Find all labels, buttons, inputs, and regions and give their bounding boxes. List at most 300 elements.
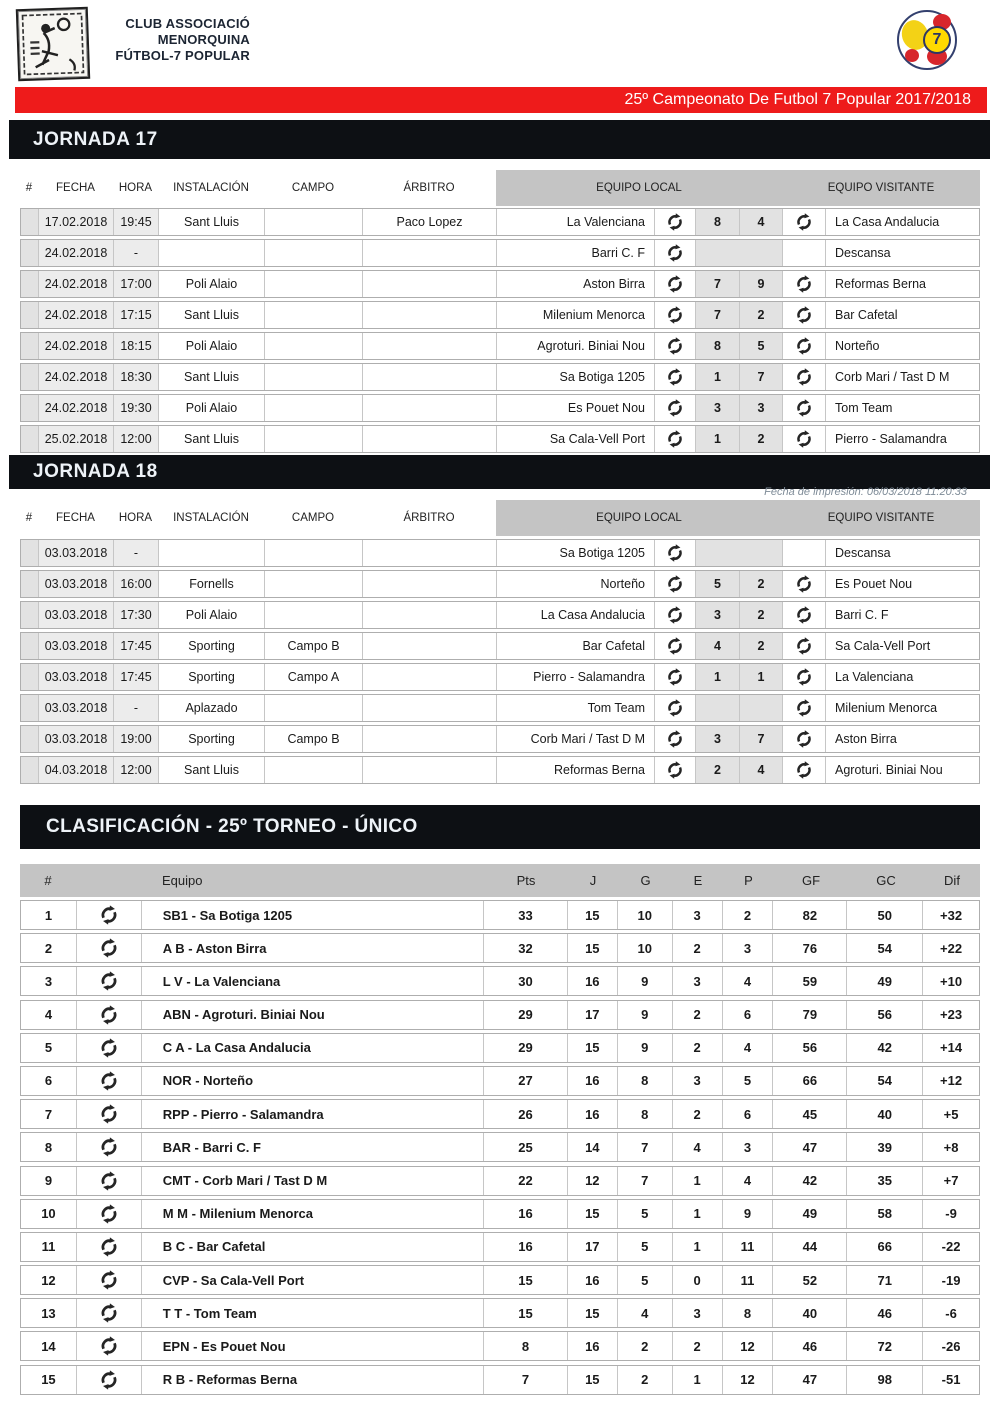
visitante-crest-cell [783,664,826,690]
match-row [20,270,980,298]
standings-gf: 40 [773,1299,847,1327]
standings-team: BAR - Barri C. F [142,1133,484,1161]
standings-team: ABN - Agroturi. Biniai Nou [142,1001,484,1029]
match-row [20,601,980,629]
match-fecha: 03.03.2018 [39,571,114,597]
match-row [20,239,980,267]
standings-gc: 72 [847,1332,923,1360]
match-hora: 18:15 [114,333,159,359]
standings-g: 2 [618,1366,673,1394]
team-crest-icon [98,1203,120,1225]
standings-team: SB1 - Sa Botiga 1205 [142,901,484,929]
standings-j: 15 [568,1200,618,1228]
match-num-cell [21,664,39,690]
standings-gf: 66 [773,1067,847,1095]
match-campo [265,333,363,359]
standings-j: 15 [568,1366,618,1394]
standings-j: 15 [568,934,618,962]
match-fecha: 24.02.2018 [39,395,114,421]
visitante-crest-cell [783,633,826,659]
match-row [20,632,980,660]
standings-pos: 13 [21,1299,77,1327]
badge-red-shape [905,49,919,62]
match-fecha: 04.03.2018 [39,757,114,783]
match-hora: 12:00 [114,757,159,783]
col-campo-header: CAMPO [291,182,335,194]
standings-pts: 25 [484,1133,568,1161]
standings-g: 7 [618,1133,673,1161]
standings-row [20,1265,980,1295]
match-campo [265,364,363,390]
team-crest-icon [794,605,814,625]
col-g-header: G [640,873,651,888]
match-num-cell [21,395,39,421]
standings-j: 17 [568,1001,618,1029]
match-campo: Campo B [265,726,363,752]
match-num-cell [21,757,39,783]
match-instalacion: Sporting [159,726,265,752]
equipo-header-block [496,170,980,206]
score-local [696,695,740,721]
standings-p: 3 [723,934,774,962]
match-num-cell [21,364,39,390]
standings-dif: -22 [941,1239,961,1255]
col-p-header: P [744,873,753,888]
standings-pts: 29 [484,1034,568,1062]
match-instalacion: Sant Lluis [159,364,265,390]
club-name-line3: FÚTBOL-7 POPULAR [115,48,250,63]
visitante-crest-cell [783,333,826,359]
team-crest-icon [665,636,685,656]
team-crest-icon [794,367,814,387]
match-arbitro [363,240,497,266]
standings-row [20,1365,980,1395]
score-local: 1 [696,426,740,452]
team-crest-icon [665,698,685,718]
standings-dif: -19 [941,1272,961,1288]
standings-g: 5 [618,1233,673,1261]
local-crest-cell [655,726,696,752]
local-crest-cell [655,271,696,297]
local-crest-cell [655,209,696,235]
match-hora: 17:00 [114,271,159,297]
team-crest-icon [665,274,685,294]
standings-crest-cell [77,1100,142,1128]
score-visitante: 2 [740,633,783,659]
match-instalacion: Sporting [159,633,265,659]
standings-g: 4 [618,1299,673,1327]
standings-e: 3 [673,1299,723,1327]
score-local: 8 [696,333,740,359]
match-hora: 19:45 [114,209,159,235]
team-crest-icon [98,1302,120,1324]
col-hora-header: HORA [118,512,153,524]
match-num-cell [21,333,39,359]
standings-p: 8 [723,1299,774,1327]
standings-gf: 49 [773,1200,847,1228]
col-instalacion-header: INSTALACIÓN [173,512,249,524]
col-equipo-visitante-header: EQUIPO VISITANTE [827,512,935,524]
team-crest-icon [98,1335,120,1357]
score-local: 4 [696,633,740,659]
jornada18-table-header [20,500,980,536]
match-local-team: Aston Birra [497,271,655,297]
match-instalacion: Sporting [159,664,265,690]
match-row [20,663,980,691]
col-arbitro-header: ÁRBITRO [403,512,455,524]
standings-e: 2 [673,1001,723,1029]
match-hora: 16:00 [114,571,159,597]
match-visitante-team: Barri C. F [835,608,889,622]
standings-p: 6 [723,1100,774,1128]
match-visitante-team: Aston Birra [835,732,897,746]
standings-pts: 7 [484,1366,568,1394]
standings-pos: 12 [21,1266,77,1294]
team-crest-icon [665,243,685,263]
match-hora: 18:30 [114,364,159,390]
league-badge-icon [897,10,957,70]
col-gc-header: GC [876,873,896,888]
standings-dif: -26 [941,1338,961,1354]
standings-row [20,1298,980,1328]
match-row [20,208,980,236]
match-campo [265,209,363,235]
standings-gc: 35 [847,1167,923,1195]
local-crest-cell [655,540,696,566]
standings-j: 14 [568,1133,618,1161]
standings-row [20,1099,980,1129]
match-hora: 17:45 [114,633,159,659]
match-fecha: 24.02.2018 [39,333,114,359]
visitante-crest-cell [783,726,826,752]
match-arbitro [363,271,497,297]
standings-p: 6 [723,1001,774,1029]
score-visitante: 2 [740,602,783,628]
standings-e: 4 [673,1133,723,1161]
match-num-cell [21,602,39,628]
match-fecha: 03.03.2018 [39,664,114,690]
team-crest-icon [665,429,685,449]
standings-crest-cell [77,1332,142,1360]
match-num-cell [21,426,39,452]
local-crest-cell [655,333,696,359]
match-campo [265,540,363,566]
standings-gf: 47 [773,1133,847,1161]
standings-p: 3 [723,1133,774,1161]
standings-dif: -6 [945,1305,957,1321]
standings-pts: 16 [484,1233,568,1261]
team-crest-icon [794,636,814,656]
standings-pos: 10 [21,1200,77,1228]
club-stamp-icon [18,9,88,79]
standings-gf: 45 [773,1100,847,1128]
standings-j: 16 [568,1067,618,1095]
match-row [20,756,980,784]
standings-pts: 27 [484,1067,568,1095]
standings-e: 3 [673,967,723,995]
match-hora: 19:30 [114,395,159,421]
standings-dif: +22 [940,940,963,956]
team-crest-icon [98,1136,120,1158]
team-crest-icon [665,729,685,749]
standings-crest-cell [77,1266,142,1294]
team-crest-icon [665,760,685,780]
match-arbitro [363,726,497,752]
team-crest-icon [98,1103,120,1125]
col-gf-header: GF [801,873,821,888]
standings-crest-cell [77,1133,142,1161]
standings-e: 2 [673,1332,723,1360]
standings-p: 4 [723,967,774,995]
standings-pos: 9 [21,1167,77,1195]
match-instalacion [159,540,265,566]
match-instalacion: Sant Lluis [159,426,265,452]
col-instalacion-header: INSTALACIÓN [173,182,249,194]
match-fecha: 24.02.2018 [39,240,114,266]
match-local-team: La Valenciana [497,209,655,235]
match-row [20,394,980,422]
standings-pos: 11 [21,1233,77,1261]
team-crest-icon [98,970,120,992]
standings-j: 16 [568,1266,618,1294]
standings-e: 2 [673,1034,723,1062]
team-crest-icon [98,1070,120,1092]
match-local-team: Norteño [497,571,655,597]
club-name-line2: MENORQUINA [157,32,250,47]
match-campo [265,395,363,421]
match-num-cell [21,240,39,266]
team-crest-icon [794,729,814,749]
score-visitante: 4 [740,757,783,783]
standings-gc: 58 [847,1200,923,1228]
col-campo-header: CAMPO [291,512,335,524]
match-num-cell [21,540,39,566]
standings-g: 5 [618,1266,673,1294]
standings-e: 2 [673,1100,723,1128]
standings-gf: 76 [773,934,847,962]
team-crest-icon [794,760,814,780]
col-equipo-visitante-header: EQUIPO VISITANTE [827,182,935,194]
standings-gf: 44 [773,1233,847,1261]
team-crest-icon [665,336,685,356]
standings-j: 15 [568,901,618,929]
match-campo [265,695,363,721]
match-visitante-team: Agroturi. Biniai Nou [835,763,943,777]
standings-row [20,1000,980,1030]
col-pos-header: # [44,873,52,888]
match-fecha: 03.03.2018 [39,602,114,628]
match-arbitro [363,571,497,597]
match-instalacion: Poli Alaio [159,395,265,421]
col-num-header: # [25,512,33,524]
match-local-team: Reformas Berna [497,757,655,783]
match-instalacion: Sant Lluis [159,209,265,235]
standings-gf: 56 [773,1034,847,1062]
score-local: 3 [696,395,740,421]
match-instalacion [159,240,265,266]
standings-gf: 59 [773,967,847,995]
match-num-cell [21,302,39,328]
match-campo: Campo B [265,633,363,659]
standings-pts: 8 [484,1332,568,1360]
team-crest-icon [98,1004,120,1026]
club-stamp-logo [16,7,90,81]
standings-gf: 79 [773,1001,847,1029]
match-local-team: Barri C. F [497,240,655,266]
standings-row [20,1066,980,1096]
standings-dif: +10 [940,973,963,989]
standings-pos: 1 [21,901,77,929]
standings-e: 1 [673,1366,723,1394]
standings-pos: 3 [21,967,77,995]
local-crest-cell [655,633,696,659]
match-hora: - [114,695,159,721]
standings-team: L V - La Valenciana [142,967,484,995]
team-crest-icon [794,667,814,687]
standings-e: 1 [673,1200,723,1228]
standings-g: 2 [618,1332,673,1360]
standings-g: 8 [618,1100,673,1128]
team-crest-icon [665,305,685,325]
match-hora: - [114,540,159,566]
club-name-line1: CLUB ASSOCIACIÓ [125,16,250,31]
standings-gf: 46 [773,1332,847,1360]
match-hora: 17:30 [114,602,159,628]
standings-crest-cell [77,1299,142,1327]
match-local-team: Sa Botiga 1205 [497,364,655,390]
standings-pos: 6 [21,1067,77,1095]
team-crest-icon [794,274,814,294]
team-crest-icon [665,605,685,625]
score-visitante: 9 [740,271,783,297]
standings-gc: 50 [847,901,923,929]
match-fecha: 25.02.2018 [39,426,114,452]
match-visitante-team: Sa Cala-Vell Port [835,639,931,653]
standings-pts: 33 [484,901,568,929]
match-campo [265,240,363,266]
match-campo [265,426,363,452]
visitante-crest-cell [783,695,826,721]
standings-gc: 54 [847,1067,923,1095]
match-hora: 12:00 [114,426,159,452]
standings-g: 7 [618,1167,673,1195]
match-fecha: 03.03.2018 [39,695,114,721]
standings-row [20,1166,980,1196]
standings-gc: 49 [847,967,923,995]
match-local-team: Pierro - Salamandra [497,664,655,690]
standings-gc: 71 [847,1266,923,1294]
score-visitante: 7 [740,364,783,390]
standings-team: M M - Milenium Menorca [142,1200,484,1228]
match-fecha: 24.02.2018 [39,302,114,328]
score-local: 2 [696,757,740,783]
print-timestamp: Fecha de impresión: 06/03/2018 11:20:33 [764,486,967,498]
standings-crest-cell [77,1366,142,1394]
standings-p: 11 [723,1266,774,1294]
score-visitante: 2 [740,302,783,328]
match-instalacion: Poli Alaio [159,333,265,359]
match-row [20,363,980,391]
score-local: 3 [696,726,740,752]
match-local-team: Bar Cafetal [497,633,655,659]
match-fecha: 03.03.2018 [39,726,114,752]
standings-gf: 52 [773,1266,847,1294]
col-j-header: J [589,873,597,888]
standings-pts: 32 [484,934,568,962]
score-local: 1 [696,364,740,390]
match-visitante-team: Tom Team [835,401,893,415]
match-fecha: 03.03.2018 [39,633,114,659]
standings-pts: 15 [484,1266,568,1294]
standings-dif: +14 [940,1040,963,1056]
standings-e: 1 [673,1233,723,1261]
jornada18-rows [20,539,980,787]
match-fecha: 24.02.2018 [39,364,114,390]
standings-pts: 15 [484,1299,568,1327]
visitante-crest-cell [783,571,826,597]
match-instalacion: Aplazado [159,695,265,721]
match-local-team: Milenium Menorca [497,302,655,328]
team-crest-icon [98,1037,120,1059]
standings-team: CMT - Corb Mari / Tast D M [142,1167,484,1195]
team-crest-icon [794,574,814,594]
match-visitante-team: Descansa [835,546,891,560]
score-local: 7 [696,302,740,328]
match-arbitro [363,540,497,566]
standings-p: 4 [723,1034,774,1062]
score-local: 7 [696,271,740,297]
match-arbitro [363,757,497,783]
standings-g: 9 [618,1034,673,1062]
team-crest-icon [794,429,814,449]
standings-crest-cell [77,934,142,962]
standings-pos: 2 [21,934,77,962]
col-dif-header: Dif [944,873,960,888]
score-local: 8 [696,209,740,235]
standings-pos: 14 [21,1332,77,1360]
standings-gc: 56 [847,1001,923,1029]
standings-crest-cell [77,1067,142,1095]
standings-p: 12 [723,1332,774,1360]
team-crest-icon [98,1269,120,1291]
standings-dif: +12 [940,1073,963,1089]
standings-pts: 22 [484,1167,568,1195]
match-fecha: 17.02.2018 [39,209,114,235]
team-crest-icon [98,1236,120,1258]
standings-team: EPN - Es Pouet Nou [142,1332,484,1360]
team-crest-icon [98,937,120,959]
standings-gc: 54 [847,934,923,962]
standings-crest-cell [77,1034,142,1062]
standings-crest-cell [77,967,142,995]
score-visitante: 7 [740,726,783,752]
badge-number: 7 [923,26,951,54]
col-equipo-local-header: EQUIPO LOCAL [596,512,682,524]
visitante-crest-cell [783,395,826,421]
match-row [20,332,980,360]
col-pts-header: Pts [516,873,536,888]
match-hora: - [114,240,159,266]
standings-j: 17 [568,1233,618,1261]
standings-gc: 40 [847,1100,923,1128]
match-row [20,725,980,753]
match-num-cell [21,633,39,659]
match-visitante-team: Norteño [835,339,880,353]
score-visitante: 3 [740,395,783,421]
match-local-team: Agroturi. Biniai Nou [497,333,655,359]
standings-gc: 46 [847,1299,923,1327]
standings-gf: 42 [773,1167,847,1195]
